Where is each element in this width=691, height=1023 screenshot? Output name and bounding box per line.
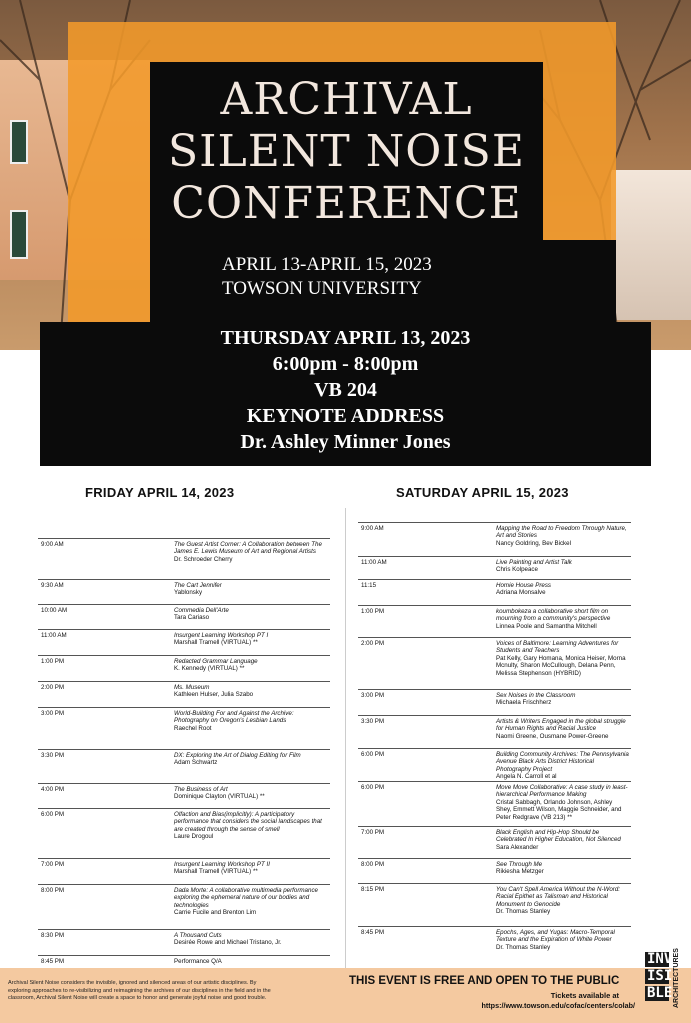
free-event-notice: THIS EVENT IS FREE AND OPEN TO THE PUBLIC — [349, 975, 620, 987]
friday-heading: FRIDAY APRIL 14, 2023 — [85, 485, 235, 500]
schedule-time: 3:00 PM — [41, 710, 65, 717]
schedule-time: 6:00 PM — [41, 811, 65, 818]
schedule-row — [358, 748, 631, 781]
session-title: A Thousand Cuts — [174, 932, 222, 939]
schedule-row — [358, 556, 631, 574]
schedule-time: 8:15 PM — [361, 886, 385, 893]
session-presenters: Naomi Greene, Ousmane Power-Greene — [496, 732, 609, 740]
date-range: APRIL 13-APRIL 15, 2023 — [222, 254, 432, 275]
session-title: DX: Exploring the Art of Dialog Editing for Film — [174, 752, 301, 759]
session-title: koumbokeza a collaborative short film on mourning from a community's perspective — [496, 608, 611, 623]
invisible-architectures-logo — [645, 948, 685, 1008]
schedule-time: 6:00 PM — [361, 751, 385, 758]
schedule-description — [496, 929, 629, 951]
session-presenters: Marshall Tramell (VIRTUAL) ** — [174, 639, 258, 647]
schedule-time: 9:00 AM — [41, 541, 64, 548]
keynote-label: KEYNOTE ADDRESS — [246, 405, 445, 427]
schedule-time: 2:00 PM — [361, 640, 385, 647]
session-title: See Through Me — [496, 861, 543, 868]
schedule-time: 10:00 AM — [41, 607, 68, 614]
session-title: Homie House Press — [496, 582, 552, 589]
schedule-time: 3:30 PM — [41, 752, 65, 759]
session-title: Commedia Dell'Arte — [174, 607, 229, 614]
schedule-description — [174, 752, 328, 767]
schedule-description — [496, 784, 629, 821]
tickets-label: Tickets available at — [550, 991, 619, 1000]
session-presenters: K. Kennedy (VIRTUAL) ** — [174, 665, 245, 673]
footer-about: Archival Silent Noise considers the invisible, ignored and silenced areas of our artistic disciplines. By exploring approaches to re-visibilizing and reimagining the archives of our disciplines in the field and in the classroom, Archival Silent Noise will create a space to honor and generate joyful noise and good trouble. — [8, 980, 271, 1002]
schedule-description — [174, 684, 328, 699]
schedule-row — [358, 605, 631, 630]
schedule-time: 2:00 PM — [41, 684, 65, 691]
schedule-description — [174, 607, 328, 622]
session-presenters: Rikiesha Metzger — [496, 868, 544, 876]
session-presenters: Laure Drogoul — [174, 833, 214, 841]
logo-letters: BLE — [647, 985, 673, 1001]
session-title: The Business of Art — [174, 786, 228, 793]
schedule-time: 8:45 PM — [361, 929, 385, 936]
schedule-row — [38, 858, 330, 876]
session-title: World-Building For and Against the Archive: Photography on Oregon's Lesbian Lands — [174, 710, 294, 725]
session-presenters: Desirée Rowe and Michael Tristano, Jr. — [174, 939, 282, 947]
schedule-row — [38, 681, 330, 699]
schedule-row — [38, 604, 330, 622]
session-title: Live Painting and Artist Talk — [496, 559, 572, 566]
schedule-row — [38, 579, 330, 597]
session-presenters: Linnea Poole and Samantha Mitchell — [496, 622, 597, 630]
session-presenters: Raechel Root — [174, 724, 212, 732]
schedule-description — [496, 751, 629, 781]
title-line-2: SILENT NOISE — [168, 126, 525, 177]
session-title: Black English and Hip-Hop Should be Celebrated In Higher Education, Not Silenced — [496, 829, 621, 844]
schedule-description — [496, 829, 629, 851]
schedule-description — [174, 658, 328, 673]
session-title: Olfaction and Bias(implicitly): A participatory performance that considers the social landscapes that are created through the sense of smell — [174, 811, 322, 833]
schedule-description — [496, 525, 629, 547]
schedule-time: 3:30 PM — [361, 718, 385, 725]
session-title: Epochs, Ages, and Yugas: Macro-Temporal Texture and the Expiration of White Power — [496, 929, 615, 944]
schedule-description — [496, 608, 629, 630]
schedule-time: 8:00 PM — [361, 861, 385, 868]
schedule-row — [358, 637, 631, 677]
schedule-description — [174, 811, 328, 841]
session-presenters: Kathleen Hulser, Julia Szabo — [174, 691, 254, 699]
logo-architectures: ARCHITECTURES — [673, 948, 680, 1008]
session-title: Move Move Collaborative: A case study in least-hierarchical Performance Making — [496, 784, 628, 799]
schedule-time: 7:00 PM — [41, 861, 65, 868]
schedule-row — [38, 655, 330, 673]
schedule-row — [38, 629, 330, 647]
schedule-row — [358, 689, 631, 707]
session-title: Dada Morte: A collaborative multimedia performance exploring the ephemeral nature of our bodies and technologies — [174, 887, 318, 909]
schedule-time: 7:00 PM — [361, 829, 385, 836]
session-title: Insurgent Learning Workshop PT II — [174, 861, 270, 868]
keynote-day: THURSDAY APRIL 13, 2023 — [220, 327, 471, 349]
session-presenters: Dr. Thomas Stanley — [496, 943, 551, 951]
title-line-1: ARCHIVAL — [220, 74, 473, 125]
session-title: Mapping the Road to Freedom Through Nature, Art and Stories — [496, 525, 627, 540]
schedule-row — [38, 929, 330, 947]
schedule-row — [358, 715, 631, 740]
schedule-time: 1:00 PM — [41, 658, 65, 665]
schedule-description — [496, 886, 629, 916]
session-presenters: Dr. Schroeder Cherry — [174, 555, 233, 563]
session-presenters: Pat Kelly, Gary Homana, Monica Heiser, Morna Mcnulty, Sharon McCullough, Delana Penn, Melissa Stephenson (HYBRID) — [496, 654, 626, 677]
schedule-description — [496, 718, 629, 740]
schedule-time: 9:00 AM — [361, 525, 384, 532]
schedule-row — [358, 579, 631, 597]
session-title: Insurgent Learning Workshop PT I — [174, 632, 269, 639]
schedule-row — [38, 955, 330, 965]
location: TOWSON UNIVERSITY — [222, 278, 422, 299]
logo-letters: ISI — [647, 968, 673, 984]
keynote-time: 6:00pm - 8:00pm — [272, 353, 419, 375]
keynote-speaker: Dr. Ashley Minner Jones — [240, 431, 451, 453]
schedule-row — [38, 783, 330, 801]
session-title: Sex Noises in the Classroom — [496, 692, 576, 699]
schedule-row — [358, 883, 631, 916]
session-title: The Guest Artist Corner: A Collaboration between The James E. Lewis Museum of Art and Regional Artists — [174, 541, 322, 556]
schedule-time: 8:45 PM — [41, 958, 65, 965]
session-title: Voices of Baltimore: Learning Adventures for Students and Teachers — [496, 640, 619, 655]
session-presenters: Performance Q/A — [174, 958, 222, 965]
session-presenters: Marshall Tramell (VIRTUAL) ** — [174, 868, 258, 876]
schedule-description — [174, 710, 328, 732]
session-title: Ms. Museum — [174, 684, 210, 691]
schedule-row — [358, 781, 631, 821]
schedule-row — [38, 884, 330, 917]
schedule-time: 11:00 AM — [41, 632, 67, 639]
session-presenters: Adam Schwartz — [174, 759, 218, 767]
schedule-time: 11:15 — [361, 582, 377, 589]
session-title: The Cart Jennifer — [174, 582, 222, 589]
schedule-row — [358, 926, 631, 951]
schedule-description — [496, 559, 629, 574]
session-presenters: Sara Alexander — [496, 843, 539, 851]
schedule-description — [174, 887, 328, 917]
session-presenters: Carrie Fucile and Brenton Lim — [174, 909, 257, 917]
tickets-link[interactable]: https://www.towson.edu/cofac/centers/colab/ — [481, 1001, 635, 1010]
schedule-time: 4:00 PM — [41, 786, 65, 793]
session-title: You Can't Spell America Without the N-Word: Racial Epithet as Talisman and Historical Monument to Genocide — [496, 886, 621, 908]
schedule-time: 8:00 PM — [41, 887, 65, 894]
session-presenters: Adriana Monsalve — [496, 589, 546, 597]
schedule-row — [38, 538, 330, 563]
session-presenters: Nancy Goldring, Bev Bickel — [496, 539, 571, 547]
schedule-description — [174, 786, 328, 801]
schedule-time: 9:30 AM — [41, 582, 64, 589]
session-title: Redacted Grammar Language — [174, 658, 258, 665]
schedule-description — [174, 632, 328, 647]
schedule-description — [496, 640, 629, 677]
session-title: Artists & Writers Engaged in the global struggle for Human Rights and Racial Justice — [496, 718, 626, 733]
session-presenters: Angela N. Carroll et al — [496, 773, 557, 781]
schedule-description — [496, 861, 629, 876]
schedule-description — [174, 582, 328, 597]
schedule-description — [174, 861, 328, 876]
session-presenters: Michaela Frischherz — [496, 699, 552, 707]
schedule-time: 11:00 AM — [361, 559, 387, 566]
schedule-description — [174, 541, 328, 563]
column-divider — [345, 508, 346, 968]
schedule-row — [358, 858, 631, 876]
keynote-room: VB 204 — [314, 379, 377, 401]
schedule-row — [38, 808, 330, 841]
session-presenters: Yablonsky — [174, 589, 203, 597]
schedule-time: 3:00 PM — [361, 692, 385, 699]
schedule-row — [38, 749, 330, 767]
session-title: Building Community Archives: The Pennsylvania Avenue Black Arts District Historical Photography Project — [496, 751, 629, 773]
schedule-description — [496, 692, 629, 707]
session-presenters: Tara Cariaso — [174, 614, 210, 622]
session-presenters: Dr. Thomas Stanley — [496, 908, 551, 916]
session-presenters: Chris Kolpeace — [496, 566, 538, 574]
schedule-time: 8:30 PM — [41, 932, 65, 939]
schedule-row — [38, 707, 330, 732]
schedule-time: 1:00 PM — [361, 608, 385, 615]
saturday-heading: SATURDAY APRIL 15, 2023 — [396, 485, 569, 500]
schedule-row — [358, 826, 631, 851]
title-line-3: CONFERENCE — [171, 178, 522, 229]
session-presenters: Cristal Sabbagh, Orlando Johnson, Ashley Shey, Emmett Wilson, Maggie Schneider, and Peter Redgrave (VB 213) ** — [496, 798, 622, 821]
schedule-description — [174, 958, 328, 965]
schedule-time: 6:00 PM — [361, 784, 385, 791]
session-presenters: Dominique Clayton (VIRTUAL) ** — [174, 793, 265, 801]
logo-letters: INV — [647, 951, 673, 967]
schedule-description — [496, 582, 629, 597]
schedule-row — [358, 522, 631, 547]
schedule-description — [174, 932, 328, 947]
